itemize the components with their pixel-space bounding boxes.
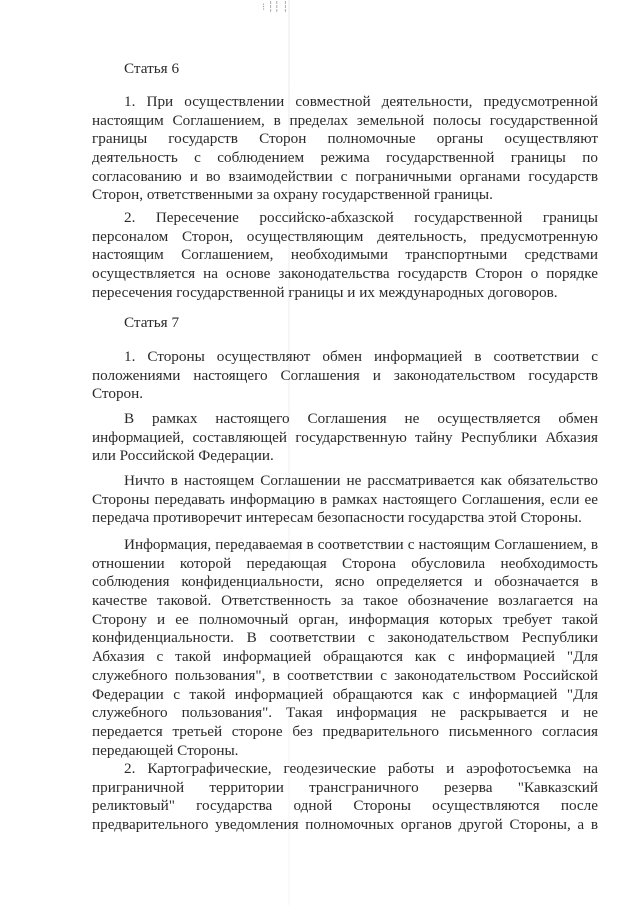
text-line: деятельность с соблюдением режима государственной границы по xyxy=(92,149,598,167)
text-line: положениями настоящего Соглашения и законодательством государств xyxy=(92,366,598,384)
text-line: служебного пользования", в соответствии с законодательством Российской xyxy=(92,666,598,684)
text-line: соблюдения конфиденциальности, ясно определяется и обозначается в xyxy=(92,573,598,591)
text-line: служебного пользования". Такая информация не раскрывается и не xyxy=(92,704,598,722)
text-line: настоящим Соглашением, в пределах земельной полосы государственной xyxy=(92,111,598,129)
text-line: осуществляется на основе законодательства государств Сторон о порядке xyxy=(92,265,598,283)
text-line: Абхазия с такой информацией обращаются как с информацией "Для xyxy=(92,648,598,666)
text-line: 1. При осуществлении совместной деятельности, предусмотренной xyxy=(124,93,598,110)
article-7-paragraph-4 xyxy=(92,536,598,760)
text-line: Информация, передаваемая в соответствии с настоящим Соглашением, в xyxy=(124,536,598,553)
article-6-paragraph-2 xyxy=(92,209,598,302)
text-line: В рамках настоящего Соглашения не осуществляется обмен xyxy=(124,410,598,427)
text-line: передача противоречит интересам безопасности государства этой Стороны. xyxy=(92,509,582,527)
text-line: 1. Стороны осуществляют обмен информацией в соответствии с xyxy=(124,348,598,365)
article-7-heading: Статья 7 xyxy=(124,314,180,331)
article-7-paragraph-2 xyxy=(92,410,598,466)
text-line: Федерации с такой информацией обращаются как с информацией "Для xyxy=(92,685,598,703)
text-line: конфиденциальности. В соответствии с законодательством Республики xyxy=(92,629,598,647)
text-line: 2. Пересечение российско-абхазской государственной границы xyxy=(124,209,598,226)
text-line: реликтовый" государства одной Стороны осуществляются после xyxy=(92,797,598,815)
text-line: отношении которой передающая Сторона обусловила необходимость xyxy=(92,554,598,572)
text-line: информацией, составляющей государственную тайну Республики Абхазия xyxy=(92,428,598,446)
article-6-heading: Статья 6 xyxy=(124,60,180,77)
text-line: Ничто в настоящем Соглашении не рассматривается как обязательство xyxy=(124,472,598,489)
text-line: предварительного уведомления полномочных органов другой Стороны, а в xyxy=(92,816,598,834)
text-line: пересечения государственной границы и их международных договоров. xyxy=(92,283,558,301)
text-line: Сторон. xyxy=(92,385,144,403)
text-line: качестве таковой. Ответственность за такое обозначение возлагается на xyxy=(92,592,598,610)
text-line: передающей Стороны. xyxy=(92,741,239,759)
text-line: Сторон, ответственными за охрану государственной границы. xyxy=(92,186,493,204)
text-line: или Российской Федерации. xyxy=(92,447,274,465)
text-line: приграничной территории трансграничного резерва "Кавказский xyxy=(92,778,598,796)
article-7-paragraph-1 xyxy=(92,348,598,404)
text-line: 2. Картографические, геодезические работы и аэрофотосъемка на xyxy=(124,760,598,777)
text-line: Стороны передавать информацию в рамках настоящего Соглашения, если ее xyxy=(92,490,598,508)
text-line: передается третьей стороне без предварительного письменного согласия xyxy=(92,722,598,740)
article-7-paragraph-5 xyxy=(92,760,598,835)
scan-artifact: ⁝ ┆┆ ┆ xyxy=(262,2,289,13)
article-6-paragraph-1 xyxy=(92,93,598,205)
text-line: границы государств Сторон полномочные органы осуществляют xyxy=(92,130,598,148)
article-7-paragraph-3 xyxy=(92,472,598,528)
text-line: Сторону и ее полномочный орган, информация которых требует такой xyxy=(92,610,598,628)
text-line: персоналом Сторон, осуществляющим деятельность, предусмотренную xyxy=(92,227,598,245)
text-line: настоящим Соглашением, необходимыми транспортными средствами xyxy=(92,246,598,264)
text-line: согласованию и во взаимодействии с пограничными органами государств xyxy=(92,167,598,185)
